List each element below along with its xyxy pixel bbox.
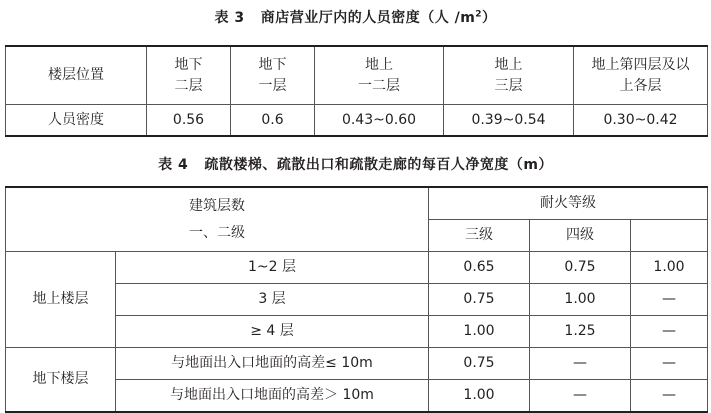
table-cell: 0.43~0.60	[315, 105, 444, 137]
table-cell: —	[530, 380, 631, 413]
table4-caption-text: 疏散楼梯、疏散出口和疏散走廊的每百人净宽度（m）	[204, 157, 553, 173]
table-cell: 0.75	[429, 348, 530, 380]
table3-header-b1: 地下 一层	[231, 46, 315, 105]
table-cell: —	[631, 380, 708, 413]
table-cell: —	[631, 316, 708, 348]
table-cell: 与地面出入口地面的高差≤ 10m	[116, 348, 429, 380]
table-cell: 1.00	[429, 316, 530, 348]
table-cell: ≥ 4 层	[116, 316, 429, 348]
table-cell: 0.30~0.42	[574, 105, 708, 137]
table-cell: 0.75	[429, 284, 530, 316]
table3-caption-text: 商店营业厅内的人员密度（人 /m	[260, 10, 476, 26]
table-cell: 1.25	[530, 316, 631, 348]
table3	[5, 45, 708, 137]
table-cell: 1.00	[429, 380, 530, 413]
table4-header-grade3: 三级	[429, 220, 530, 252]
table4-header-building: 建筑层数 一、二级	[6, 187, 429, 252]
table3-header-f4plus: 地上第四层及以 上各层	[574, 46, 708, 105]
table4	[5, 186, 708, 413]
table4-caption-prefix: 表 4	[158, 157, 189, 173]
table3-header-b2: 地下 二层	[147, 46, 231, 105]
table-cell: —	[631, 348, 708, 380]
table-row	[6, 252, 708, 284]
table3-header-row	[6, 46, 708, 105]
table3-header-floor: 楼层位置	[6, 46, 147, 105]
table3-header-f12: 地上 一二层	[315, 46, 444, 105]
table-row	[6, 105, 708, 137]
table-cell: 与地面出入口地面的高差＞ 10m	[116, 380, 429, 413]
table4-header-grade4: 四级	[530, 220, 631, 252]
table4-group-below: 地下楼层	[6, 348, 116, 413]
table-cell: 1~2 层	[116, 252, 429, 284]
table3-caption-sup: 2	[475, 9, 483, 20]
table-cell: 0.75	[530, 252, 631, 284]
table-row	[6, 348, 708, 380]
table4-header-row-1	[6, 187, 708, 220]
table-cell: 1.00	[631, 252, 708, 284]
table-cell: —	[530, 348, 631, 380]
table-cell: —	[631, 284, 708, 316]
table-cell: 0.6	[231, 105, 315, 137]
table-cell: 0.65	[429, 252, 530, 284]
table4-group-above: 地上楼层	[6, 252, 116, 348]
table3-caption-prefix: 表 3	[214, 10, 245, 26]
table4-header-fire-rating: 耐火等级	[429, 187, 708, 220]
table3-header-f3: 地上 三层	[444, 46, 574, 105]
table-cell: 3 层	[116, 284, 429, 316]
table3-caption-suffix: ）	[482, 10, 497, 26]
table-cell: 1.00	[530, 284, 631, 316]
table-cell: 0.39~0.54	[444, 105, 574, 137]
table4-caption	[0, 154, 711, 174]
table-cell: 人员密度	[6, 105, 147, 137]
table4-header-blank	[631, 220, 708, 252]
table-cell: 0.56	[147, 105, 231, 137]
table3-caption	[0, 7, 711, 27]
